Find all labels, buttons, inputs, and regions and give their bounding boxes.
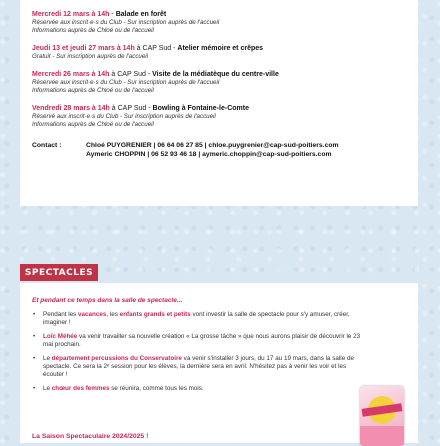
contact-block [32, 141, 406, 159]
event-place: à CAP Sud [111, 105, 147, 112]
event-date: Mercredi 12 mars à 14h [32, 11, 110, 18]
shows-intro: Et pendant ce temps dans la salle de spectacle... [32, 297, 183, 304]
event-item: Vendredi 28 mars à 14h à CAP Sud - Bowling à Fontaine-le-Comte Réservé aux inscrit·e·s du Club - Sur inscription auprès de l'accueil Informations auprès de Chloé ou de l'accueil [32, 104, 406, 129]
section-tab-spectacles: SPECTACLES [20, 264, 98, 281]
contact-line[interactable]: Chloé PUYGRENIER | 06 64 06 27 85 | chloe.puygrenier@cap-sud-poitiers.com [86, 142, 339, 149]
event-note: Informations auprès de Chloé ou de l'accueil [32, 87, 154, 94]
event-note: Informations auprès de Chloé ou de l'accueil [32, 121, 154, 128]
shows-list [32, 311, 364, 393]
event-date: Jeudi 13 et jeudi 27 mars à 14h [32, 45, 135, 52]
bullet-icon: • [33, 384, 36, 392]
season-poster-image [360, 386, 404, 446]
bullet-icon: • [33, 354, 36, 362]
list-item: • Le département percussions du Conservatoire va venir s'installer 3 jours, du 17 au 19 mars, dans la salle de spectacle. Ce sera la 2ᵉ session pour les élèves, la dernière sera en avril. N'hésitez pas à venir les voir et les écouter ! [33, 354, 354, 379]
list-item: • Loïc Méhée va venir travailler sa nouvelle création « La grosse tâche » que nous aurons plaisir de découvrir le 23 mai prochain. [33, 332, 361, 349]
event-note: Réservée aux inscrit·e·s du Club - Sur inscription auprès de l'accueil [32, 19, 220, 26]
list-item: • Le chœur des femmes se réunira, comme tous les mois. [33, 384, 204, 392]
contact-line[interactable]: Aymeric CHOPPIN | 06 52 93 46 18 | aymeric.choppin@cap-sud-poitiers.com [86, 151, 332, 158]
contact-label: Contact : [32, 142, 62, 149]
event-note: Réservé aux inscrit·e·s du Club - Sur inscription auprès de l'accueil [32, 113, 216, 120]
event-title: Balade en forêt [115, 11, 167, 18]
shows-card [20, 283, 418, 443]
event-note: Informations auprès de Chloé ou de l'accueil [32, 27, 154, 34]
event-title: Bowling à Fontaine-le-Comte [152, 105, 249, 112]
event-note: Gratuit - Sur inscription auprès de l'accueil [32, 53, 149, 60]
event-note: Réservée aux inscrit·e·s du Club - Sur inscription auprès de l'accueil [32, 79, 220, 86]
bullet-icon: • [33, 311, 36, 318]
event-title: Atelier mémoire et crêpes [177, 45, 264, 52]
event-title: Visite de la médiatèque du centre-ville [152, 71, 279, 78]
event-date: Mercredi 26 mars à 14h [32, 71, 110, 78]
event-place: à CAP Sud [111, 71, 146, 78]
event-date: Vendredi 28 mars à 14h [32, 105, 110, 112]
event-item: Jeudi 13 et jeudi 27 mars à 14h à CAP Sud - Atelier mémoire et crêpes Gratuit - Sur inscription auprès de l'accueil [32, 44, 406, 61]
event-sep: - [111, 11, 114, 18]
season-heading: La Saison Spectaculaire 2024/2025 ! [32, 433, 149, 440]
events-card [20, 0, 418, 206]
bullet-icon: • [33, 332, 36, 340]
list-item: • Pendant les vacances, les enfants grands et petits vont investir la salle de spectacle pour s'y amuser, créer, imaginer ! [33, 311, 350, 327]
event-place: à CAP Sud [136, 45, 172, 52]
event-item: Mercredi 26 mars à 14h à CAP Sud - Visite de la médiatèque du centre-ville Réservée aux inscrit·e·s du Club - Sur inscription auprès de l'accueil Informations auprès de Chloé ou de l'accueil [32, 70, 406, 95]
event-item [32, 10, 406, 35]
